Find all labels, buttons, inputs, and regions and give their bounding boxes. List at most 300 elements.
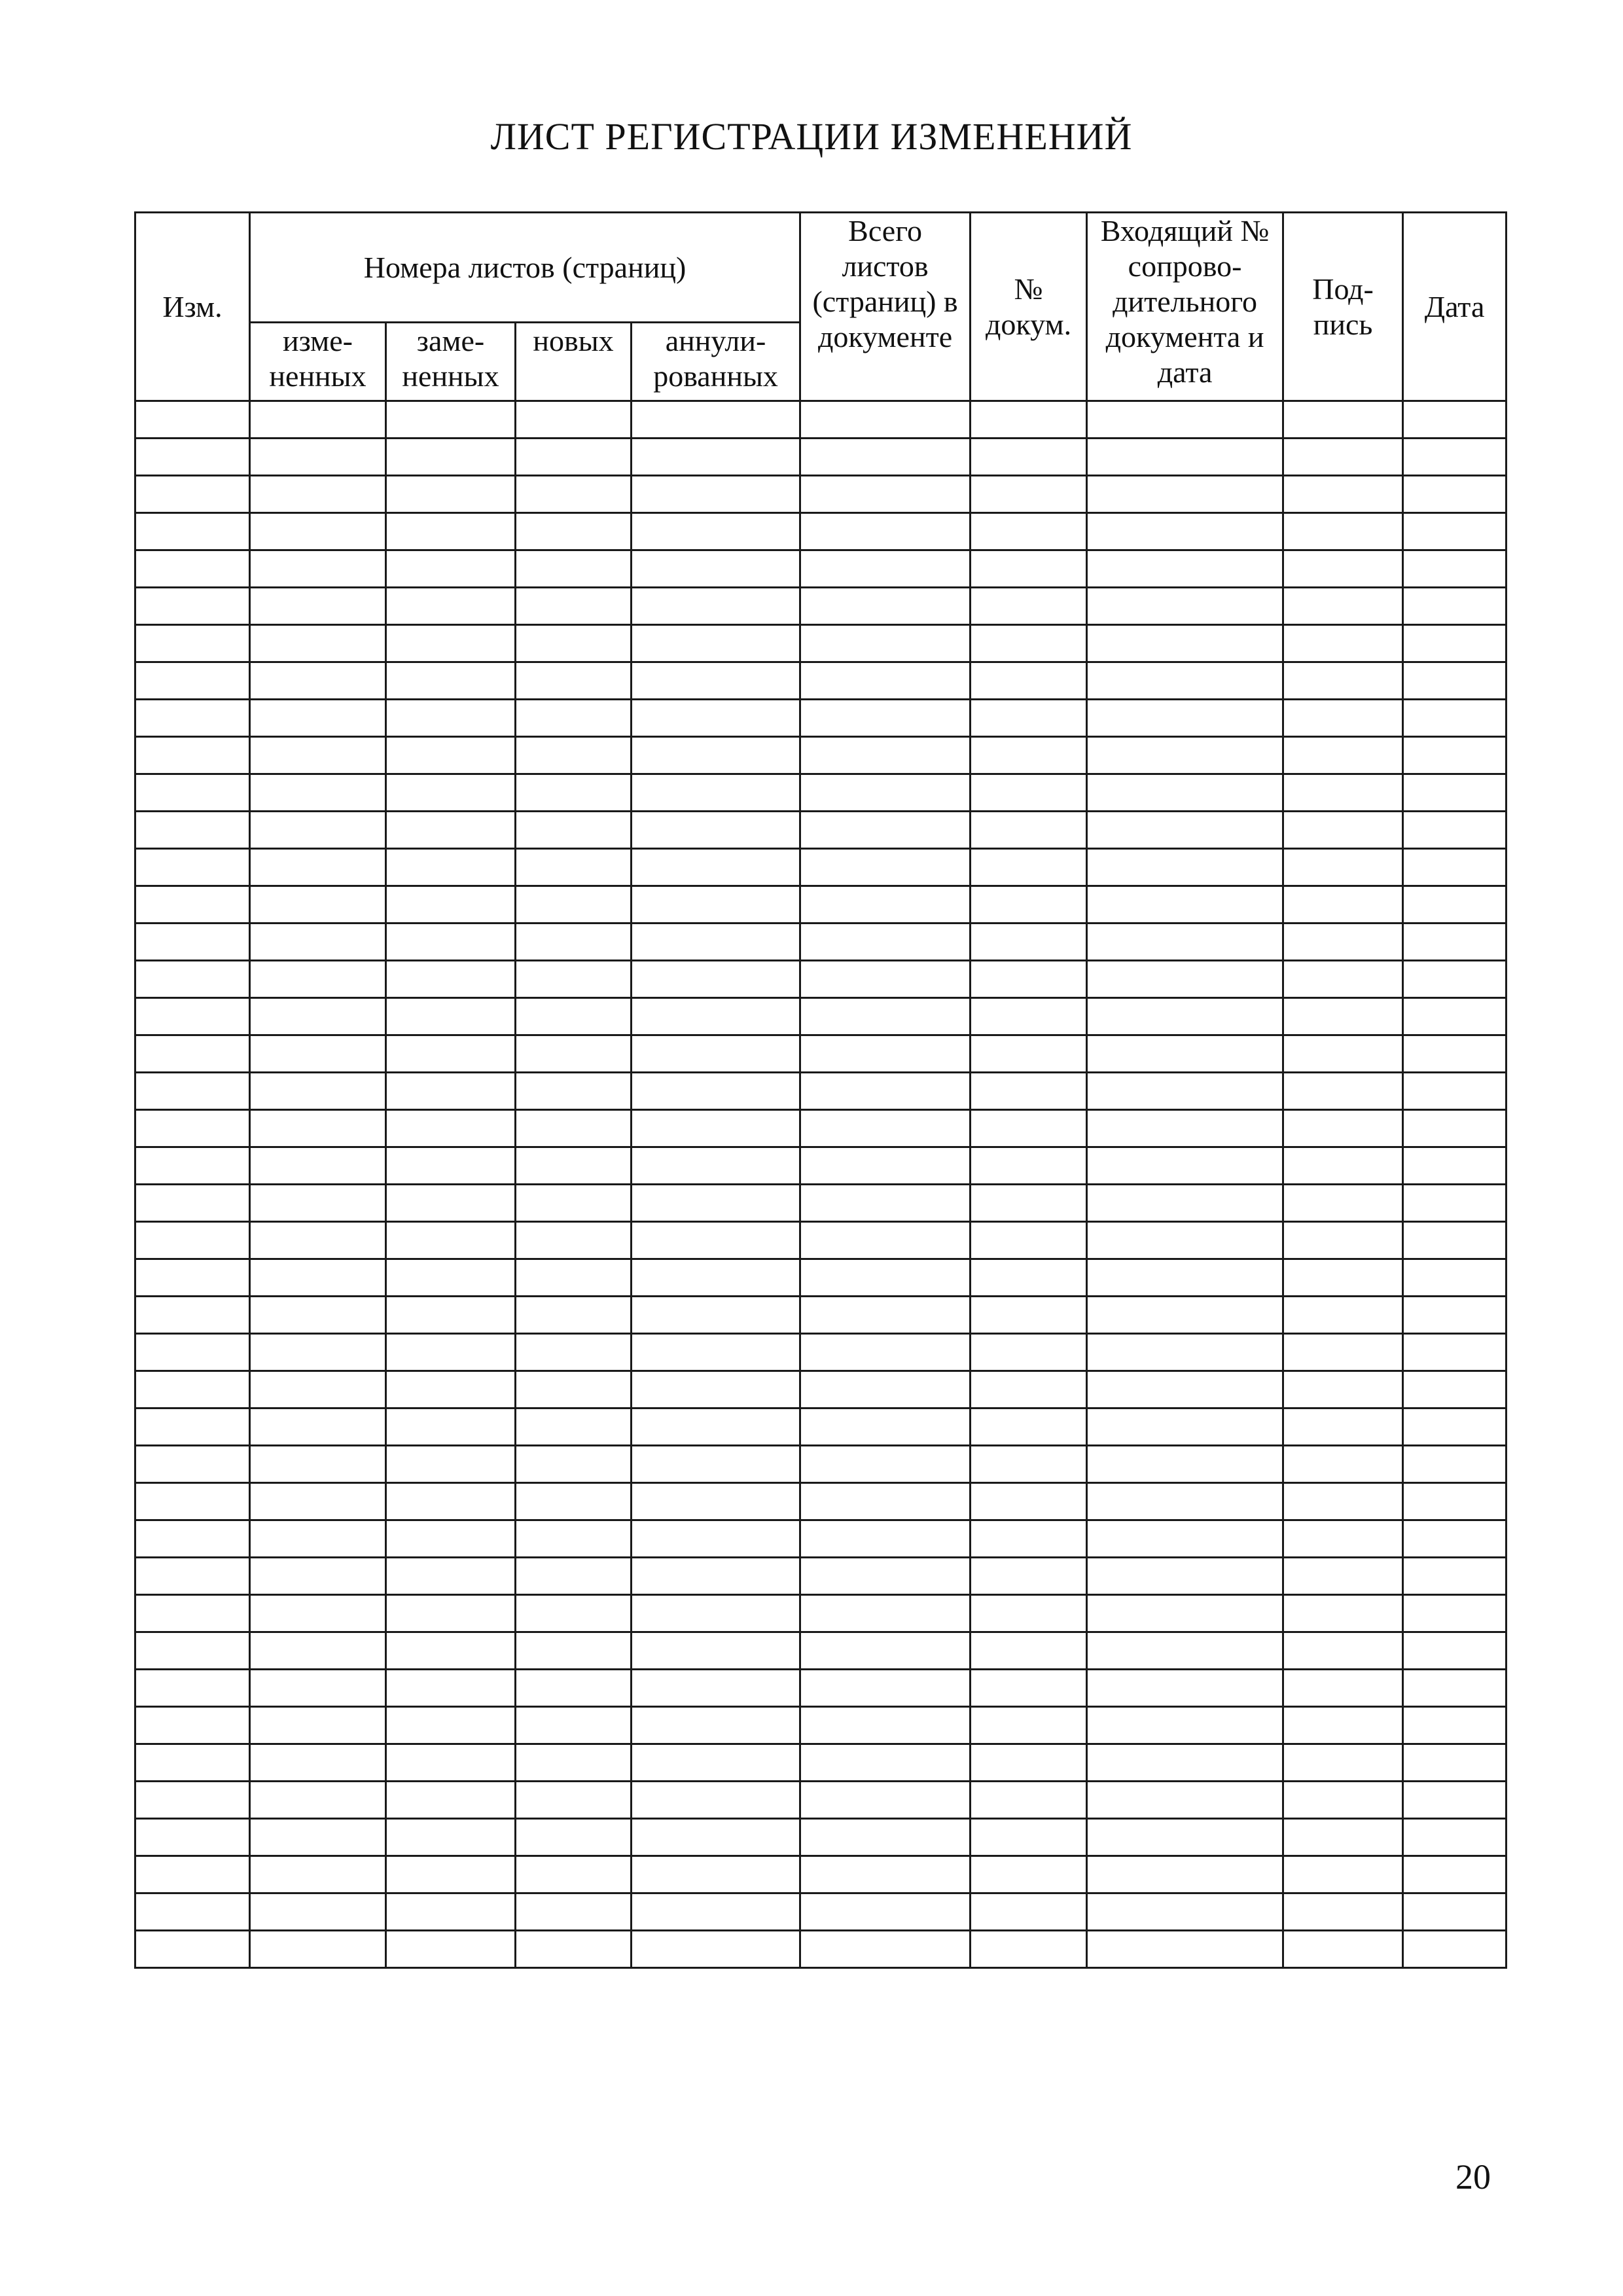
table-cell [135,476,250,513]
table-cell [135,1259,250,1297]
table-cell [250,439,386,476]
table-cell [971,1035,1087,1073]
table-cell [1403,1632,1507,1670]
table-cell [1283,1110,1403,1147]
table-cell [1403,1035,1507,1073]
table-cell [800,812,971,849]
table-cell [516,1483,632,1520]
table-cell [800,1073,971,1110]
table-cell [135,1520,250,1558]
table-cell [971,849,1087,886]
table-cell [135,1931,250,1968]
table-cell [1087,662,1283,700]
table-cell [800,886,971,924]
table-cell [1403,625,1507,662]
table-row [135,1670,1507,1707]
table-cell [250,476,386,513]
table-cell [1403,1110,1507,1147]
table-cell [386,513,516,550]
table-cell [800,1110,971,1147]
table-cell [250,1856,386,1893]
table-cell [1403,700,1507,737]
table-cell [1403,1483,1507,1520]
table-cell [1403,774,1507,812]
table-cell [250,550,386,588]
table-cell [971,1856,1087,1893]
table-cell [800,1334,971,1371]
table-cell [516,476,632,513]
table-cell [971,476,1087,513]
table-cell [250,1893,386,1931]
table-cell [516,1520,632,1558]
table-cell [250,401,386,439]
table-cell [1283,401,1403,439]
table-cell [632,1931,800,1968]
table-cell [386,1707,516,1744]
table-cell [632,1334,800,1371]
table-cell [1283,1222,1403,1259]
table-cell [135,1893,250,1931]
table-cell [1283,1371,1403,1408]
table-cell [1283,849,1403,886]
header-changed: изме- ненных [250,323,386,401]
table-cell [516,401,632,439]
table-cell [516,1446,632,1483]
table-cell [386,1222,516,1259]
table-cell [632,998,800,1035]
header-total-sheets: Всего листов (страниц) в документе [800,213,971,401]
table-cell [250,1520,386,1558]
table-cell [135,998,250,1035]
table-cell [632,1035,800,1073]
table-cell [250,924,386,961]
table-cell [1087,401,1283,439]
table-cell [386,625,516,662]
table-cell [516,737,632,774]
table-cell [250,1782,386,1819]
table-cell [250,513,386,550]
table-row [135,1297,1507,1334]
table-cell [516,1595,632,1632]
table-row [135,737,1507,774]
table-cell [1283,439,1403,476]
table-cell [135,1744,250,1782]
table-cell [516,1371,632,1408]
table-cell [632,1744,800,1782]
table-cell [632,1558,800,1595]
table-cell [971,550,1087,588]
table-cell [135,886,250,924]
table-cell [971,1707,1087,1744]
table-cell [632,961,800,998]
table-cell [632,1670,800,1707]
table-cell [800,662,971,700]
table-cell [135,1782,250,1819]
table-row [135,625,1507,662]
table-cell [971,886,1087,924]
table-cell [135,401,250,439]
table-cell [632,476,800,513]
table-cell [250,1446,386,1483]
table-cell [135,1334,250,1371]
table-cell [800,513,971,550]
table-cell [1283,998,1403,1035]
table-cell [632,774,800,812]
table-row [135,1520,1507,1558]
table-row [135,1185,1507,1222]
table-cell [516,1931,632,1968]
page-title: ЛИСТ РЕГИСТРАЦИИ ИЗМЕНЕНИЙ [490,115,1133,158]
table-cell [1283,1632,1403,1670]
table-cell [516,1297,632,1334]
table-cell [1283,1483,1403,1520]
table-cell [632,1408,800,1446]
table-cell [386,1147,516,1185]
table-cell [971,1819,1087,1856]
table-cell [1087,1520,1283,1558]
table-cell [800,1520,971,1558]
table-cell [800,1931,971,1968]
table-cell [971,737,1087,774]
table-cell [1403,1073,1507,1110]
table-cell [1087,1483,1283,1520]
table-row [135,1893,1507,1931]
table-cell [135,924,250,961]
table-cell [386,812,516,849]
table-cell [1283,1073,1403,1110]
table-cell [971,1558,1087,1595]
table-cell [971,774,1087,812]
table-cell [1283,1297,1403,1334]
table-cell [632,812,800,849]
table-cell [800,1893,971,1931]
table-cell [1403,513,1507,550]
table-cell [1087,1222,1283,1259]
table-row [135,1110,1507,1147]
table-cell [1403,550,1507,588]
table-cell [250,1334,386,1371]
table-cell [1403,1520,1507,1558]
table-cell [1403,1782,1507,1819]
table-cell [632,401,800,439]
table-cell [1283,513,1403,550]
table-cell [1403,1185,1507,1222]
table-cell [386,476,516,513]
table-cell [516,1147,632,1185]
table-cell [386,588,516,625]
table-cell [632,737,800,774]
table-cell [135,1670,250,1707]
table-row [135,998,1507,1035]
table-cell [386,737,516,774]
table-cell [800,1483,971,1520]
table-cell [971,1185,1087,1222]
table-cell [516,588,632,625]
table-cell [632,1073,800,1110]
table-row [135,1147,1507,1185]
table-cell [971,1259,1087,1297]
table-cell [971,1595,1087,1632]
table-cell [1283,588,1403,625]
table-cell [250,1595,386,1632]
table-cell [516,1408,632,1446]
table-cell [800,1744,971,1782]
table-cell [632,1782,800,1819]
table-cell [1283,1819,1403,1856]
table-cell [1403,439,1507,476]
table-cell [516,1670,632,1707]
table-cell [1087,1185,1283,1222]
table-cell [250,662,386,700]
table-cell [971,439,1087,476]
table-cell [135,588,250,625]
table-cell [516,513,632,550]
table-cell [800,1632,971,1670]
table-row [135,1819,1507,1856]
table-row [135,1782,1507,1819]
table-cell [1087,812,1283,849]
table-cell [971,1632,1087,1670]
table-cell [1283,700,1403,737]
table-row [135,1558,1507,1595]
table-row [135,1035,1507,1073]
table-cell [971,1408,1087,1446]
table-cell [386,1297,516,1334]
table-cell [1087,1035,1283,1073]
table-cell [971,1483,1087,1520]
table-cell [1403,401,1507,439]
table-cell [1087,625,1283,662]
table-cell [386,1371,516,1408]
table-row [135,401,1507,439]
table-cell [1087,737,1283,774]
table-cell [516,625,632,662]
table-cell [250,1073,386,1110]
table-cell [971,812,1087,849]
table-cell [1087,1670,1283,1707]
table-cell [135,1297,250,1334]
table-cell [971,1520,1087,1558]
table-row [135,1483,1507,1520]
table-cell [971,998,1087,1035]
table-cell [135,1222,250,1259]
table-cell [632,1371,800,1408]
table-cell [516,662,632,700]
table-cell [135,1185,250,1222]
table-cell [1087,439,1283,476]
table-cell [800,1408,971,1446]
table-cell [135,812,250,849]
table-cell [250,1147,386,1185]
table-row [135,849,1507,886]
table-cell [1403,1446,1507,1483]
table-cell [250,1297,386,1334]
table-cell [386,924,516,961]
table-cell [1283,1856,1403,1893]
table-row [135,1931,1507,1968]
table-cell [516,1073,632,1110]
table-cell [1283,1259,1403,1297]
table-cell [1403,1222,1507,1259]
table-cell [1087,1446,1283,1483]
table-row [135,1408,1507,1446]
table-cell [386,1931,516,1968]
table-cell [632,1222,800,1259]
table-cell [1283,1558,1403,1595]
table-cell [1403,1931,1507,1968]
table-cell [1403,1893,1507,1931]
table-cell [250,625,386,662]
table-cell [800,1856,971,1893]
table-cell [1403,998,1507,1035]
table-cell [1283,1931,1403,1968]
table-cell [1087,1744,1283,1782]
table-cell [135,1558,250,1595]
table-row [135,700,1507,737]
table-row [135,439,1507,476]
table-row [135,774,1507,812]
table-cell [1087,1819,1283,1856]
table-cell [135,1035,250,1073]
table-cell [250,1259,386,1297]
table-cell [800,1595,971,1632]
table-row [135,1744,1507,1782]
table-cell [386,1595,516,1632]
table-cell [386,439,516,476]
table-cell [250,1185,386,1222]
table-cell [250,700,386,737]
table-cell [1403,1819,1507,1856]
table-cell [800,1670,971,1707]
table-cell [1087,1782,1283,1819]
table-cell [386,1408,516,1446]
table-cell [971,1147,1087,1185]
table-cell [386,700,516,737]
table-cell [250,1408,386,1446]
table-cell [1403,1744,1507,1782]
table-cell [386,1558,516,1595]
table-cell [632,550,800,588]
header-date: Дата [1403,213,1507,401]
table-cell [1087,1931,1283,1968]
table-cell [971,1222,1087,1259]
table-cell [386,1893,516,1931]
table-cell [516,1782,632,1819]
table-cell [1283,1520,1403,1558]
table-cell [1087,1408,1283,1446]
table-cell [632,924,800,961]
table-cell [1087,513,1283,550]
table-cell [1283,1670,1403,1707]
table-cell [971,1297,1087,1334]
table-cell [516,1632,632,1670]
header-new: новых [516,323,632,401]
table-cell [135,1110,250,1147]
table-cell [971,924,1087,961]
table-cell [632,700,800,737]
table-cell [1403,662,1507,700]
table-cell [1283,1595,1403,1632]
table-cell [800,401,971,439]
table-cell [632,1110,800,1147]
table-cell [516,1707,632,1744]
table-cell [1087,998,1283,1035]
table-cell [971,401,1087,439]
table-row [135,1632,1507,1670]
table-cell [386,401,516,439]
table-cell [971,1782,1087,1819]
table-cell [516,1185,632,1222]
table-cell [800,439,971,476]
table-cell [1087,1707,1283,1744]
table-row [135,961,1507,998]
table-body [135,401,1507,1968]
table-cell [632,1259,800,1297]
table-cell [800,550,971,588]
table-cell [632,1147,800,1185]
table-cell [632,513,800,550]
table-cell [250,1558,386,1595]
table-cell [516,998,632,1035]
table-cell [1087,774,1283,812]
table-cell [250,886,386,924]
table-cell [135,700,250,737]
table-cell [1087,1371,1283,1408]
table-cell [1087,1334,1283,1371]
table-cell [632,1856,800,1893]
table-cell [1283,1782,1403,1819]
table-cell [386,961,516,998]
table-cell [135,1707,250,1744]
table-cell [971,1670,1087,1707]
table-cell [1403,588,1507,625]
table-cell [386,998,516,1035]
table-cell [135,1595,250,1632]
table-cell [800,998,971,1035]
table-cell [516,1558,632,1595]
table-cell [386,1632,516,1670]
table-cell [516,1744,632,1782]
table-row [135,1222,1507,1259]
table-cell [971,625,1087,662]
table-cell [250,774,386,812]
table-cell [632,886,800,924]
table-cell [135,737,250,774]
table-cell [971,662,1087,700]
table-cell [516,1819,632,1856]
table-cell [800,1371,971,1408]
table-cell [1283,1035,1403,1073]
table-cell [386,1073,516,1110]
table-cell [1403,1297,1507,1334]
table-cell [250,1371,386,1408]
table-cell [1403,1670,1507,1707]
table-cell [250,1744,386,1782]
table-row [135,812,1507,849]
header-replaced: заме- ненных [386,323,516,401]
table-cell [516,1334,632,1371]
table-cell [971,1893,1087,1931]
table-cell [632,1893,800,1931]
table-cell [800,737,971,774]
table-cell [516,1110,632,1147]
table-cell [800,1297,971,1334]
table-cell [1283,1707,1403,1744]
table-cell [971,961,1087,998]
table-cell [1403,812,1507,849]
table-cell [1087,886,1283,924]
table-cell [1283,774,1403,812]
